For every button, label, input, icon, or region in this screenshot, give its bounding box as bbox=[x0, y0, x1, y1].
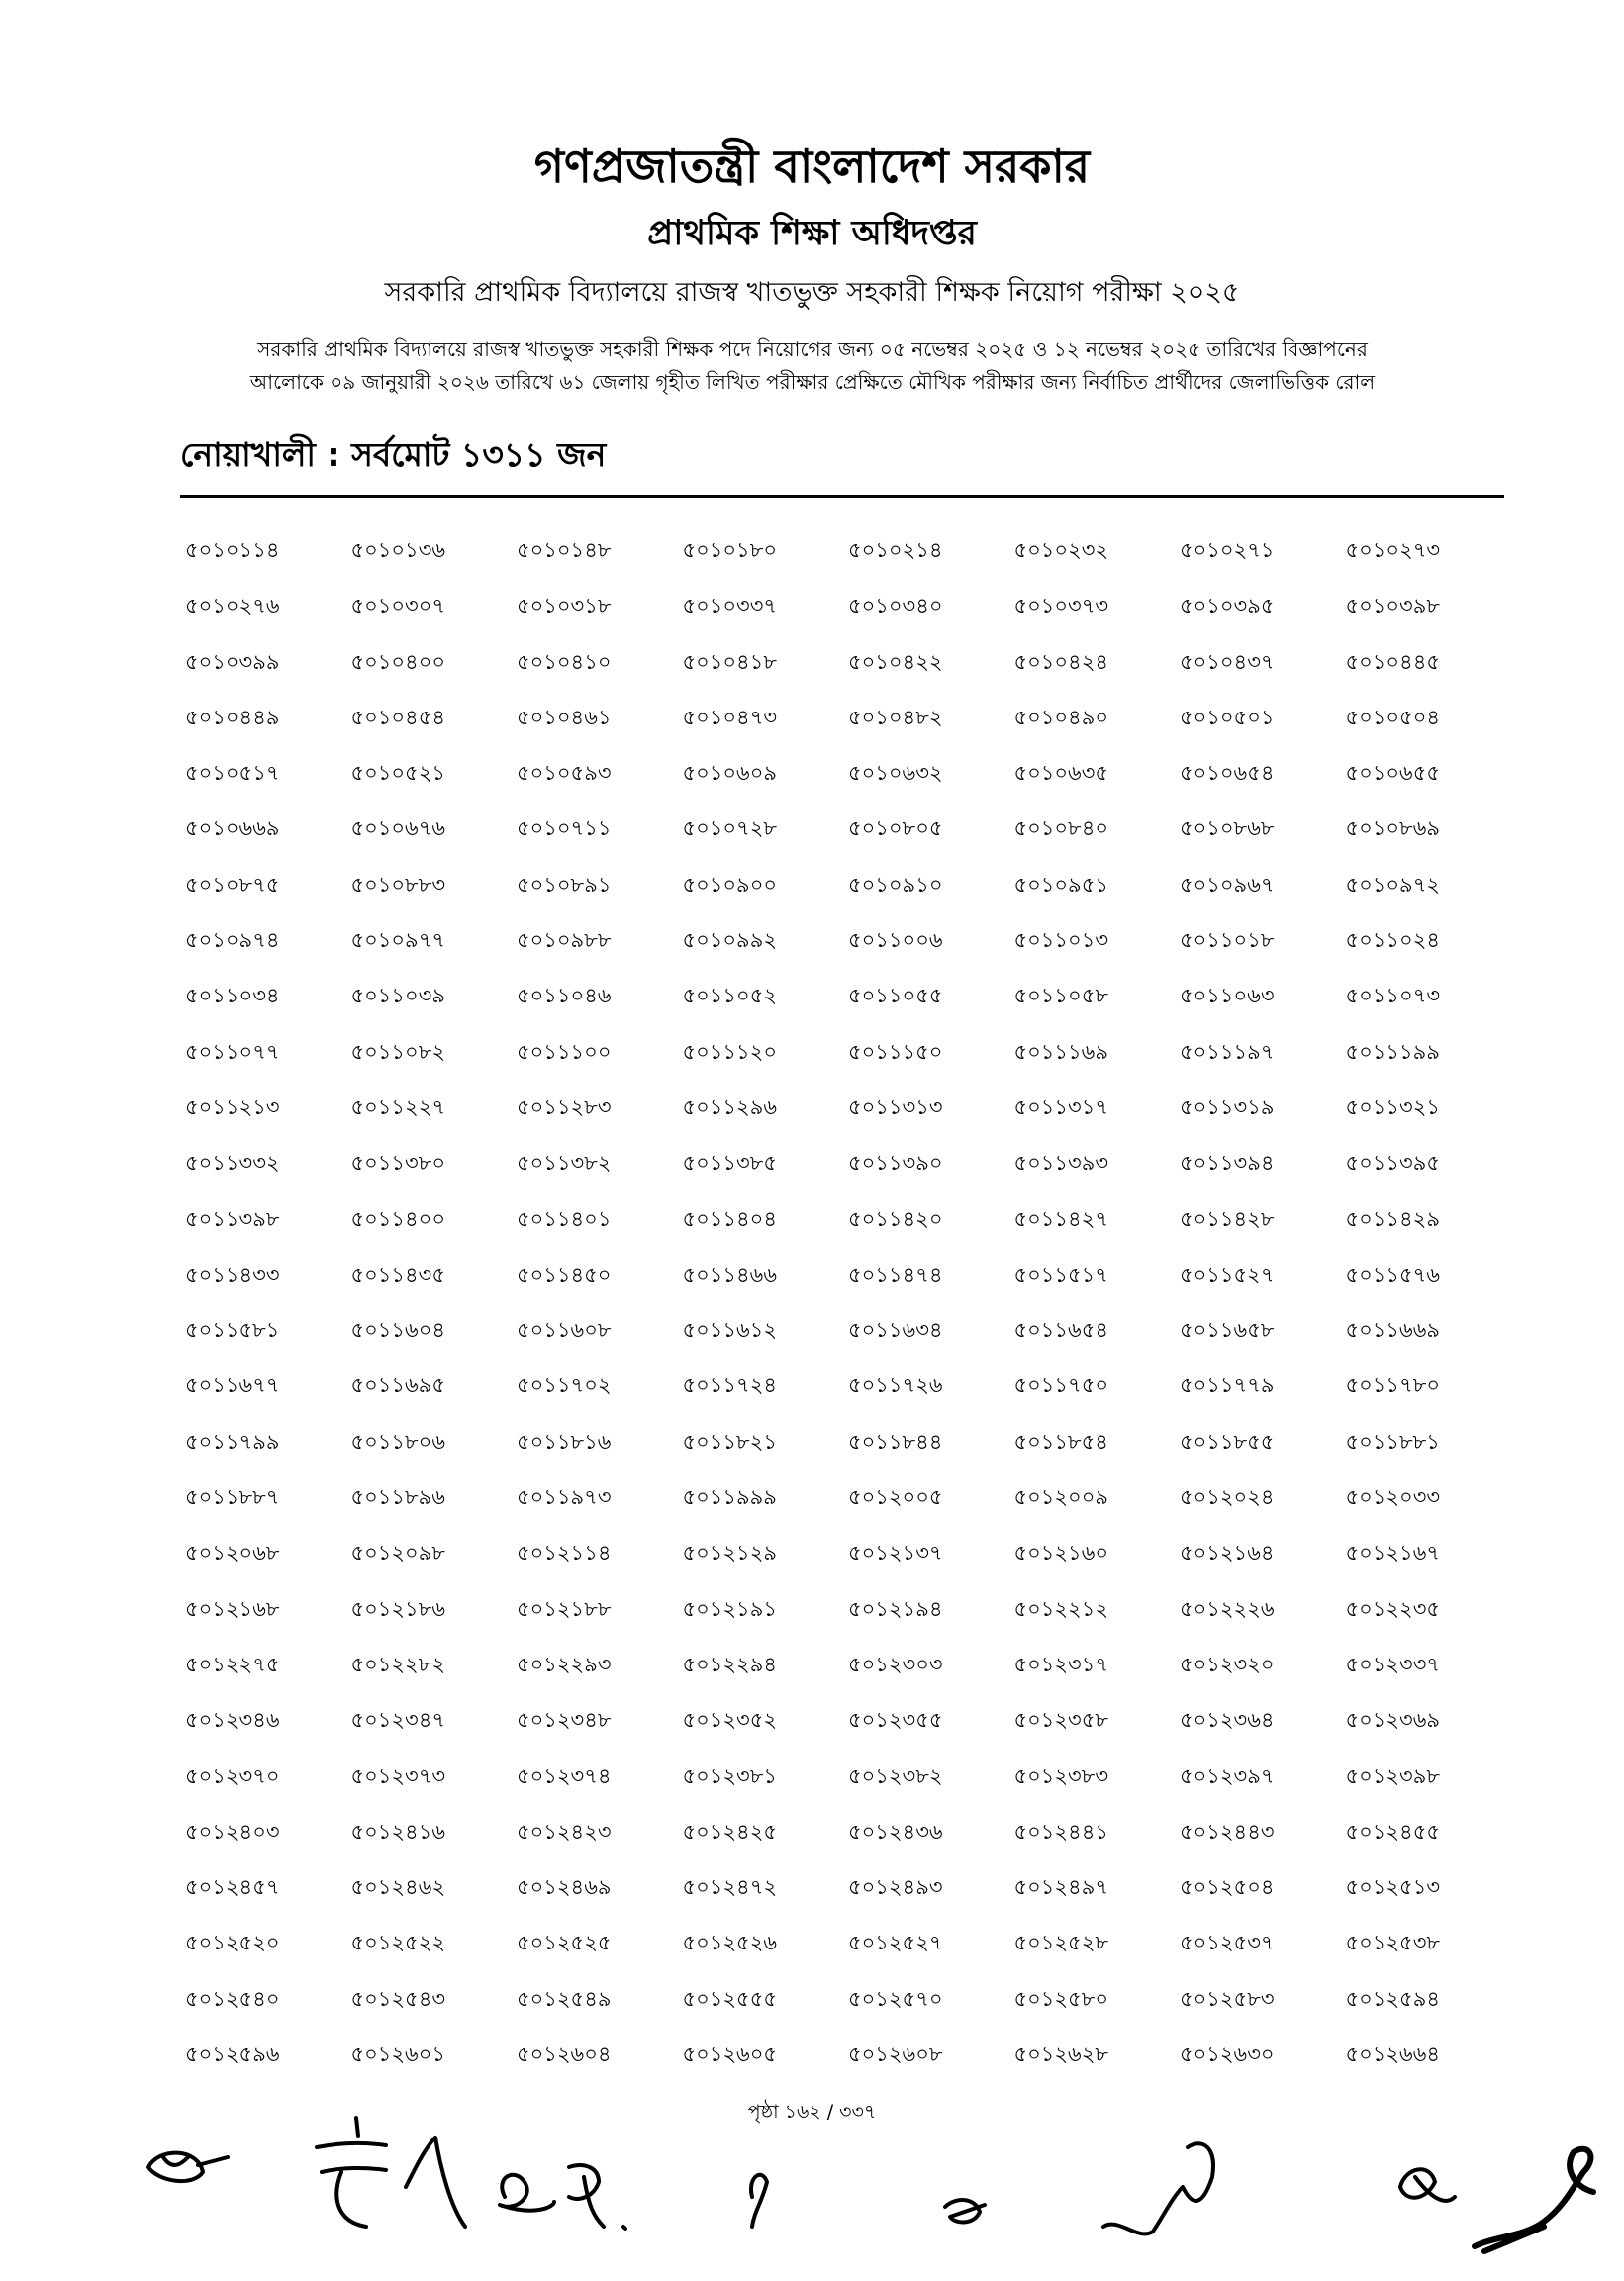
roll-number: ৫০১২৫২০ bbox=[185, 1931, 280, 1955]
roll-number: ৫০১০২৩২ bbox=[1013, 538, 1109, 562]
roll-number: ৫০১২১৯১ bbox=[682, 1596, 777, 1621]
roll-number: ৫০১০৯৭৭ bbox=[350, 928, 445, 953]
roll-number: ৫০১০৮৭৫ bbox=[185, 872, 280, 897]
roll-number: ৫০১১৪২০ bbox=[848, 1206, 943, 1231]
roll-number: ৫০১১০৫৫ bbox=[848, 984, 943, 1008]
roll-number: ৫০১১৪৬৬ bbox=[682, 1262, 777, 1286]
roll-number: ৫০১২১১৪ bbox=[517, 1541, 612, 1566]
roll-number: ৫০১২৪৯৩ bbox=[848, 1875, 943, 1900]
roll-number: ৫০১১৪২৯ bbox=[1345, 1206, 1440, 1231]
roll-number: ৫০১২৫৯৬ bbox=[185, 2043, 280, 2067]
heading-divider bbox=[180, 495, 1504, 498]
roll-number: ৫০১১০৫৮ bbox=[1013, 984, 1108, 1008]
roll-number: ৫০১২৩৫৫ bbox=[848, 1708, 943, 1733]
roll-number: ৫০১১০১৩ bbox=[1013, 928, 1108, 953]
roll-number: ৫০১০৮৬৯ bbox=[1345, 816, 1440, 841]
roll-number: ৫০১০৪১০ bbox=[517, 649, 612, 674]
roll-number: ৫০১১৩১৭ bbox=[1013, 1094, 1108, 1119]
roll-number: ৫০১০৩৭৩ bbox=[1013, 594, 1109, 618]
roll-number: ৫০১১৬৩৪ bbox=[848, 1318, 943, 1343]
roll-number: ৫০১১৮৫৪ bbox=[1013, 1429, 1108, 1454]
roll-number: ৫০১১৬৭৭ bbox=[185, 1374, 280, 1398]
roll-number: ৫০১০১৪৮ bbox=[517, 538, 612, 562]
roll-number: ৫০১২৫৮০ bbox=[1013, 1986, 1108, 2011]
page-number: পৃষ্ঠা ১৬২ / ৩৩৭ bbox=[747, 2101, 877, 2123]
roll-number: ৫০১০৩১৮ bbox=[517, 594, 612, 618]
roll-number: ৫০১২৫৫৫ bbox=[682, 1986, 777, 2011]
roll-number: ৫০১২৪৬২ bbox=[350, 1875, 445, 1900]
roll-number: ৫০১১৫২৭ bbox=[1180, 1262, 1275, 1286]
roll-number: ৫০১২৩৬৯ bbox=[1345, 1708, 1440, 1733]
roll-number: ৫০১১৭৮০ bbox=[1345, 1374, 1440, 1398]
roll-number: ৫০১২৩৭৩ bbox=[350, 1763, 446, 1788]
roll-number: ৫০১২৪২৫ bbox=[682, 1819, 777, 1844]
roll-number: ৫০১১০২৪ bbox=[1345, 928, 1440, 953]
roll-number: ৫০১০৪৯০ bbox=[1013, 705, 1108, 729]
roll-number: ৫০১২২২৬ bbox=[1180, 1596, 1275, 1621]
roll-row bbox=[185, 1645, 1511, 1700]
roll-number: ৫০১০৪৪৫ bbox=[1345, 649, 1440, 674]
roll-number: ৫০১০৬০৯ bbox=[682, 761, 777, 786]
roll-number: ৫০১২৪১৬ bbox=[350, 1819, 445, 1844]
roll-number: ৫০১১৮৮৭ bbox=[185, 1485, 280, 1510]
roll-row bbox=[185, 1310, 1511, 1366]
exam-title: সরকারি প্রাথমিক বিদ্যালয়ে রাজস্ব খাতভুক্ত সহকারী শিক্ষক নিয়োগ পরীক্ষা ২০২৫ bbox=[384, 277, 1240, 308]
roll-number: ৫০১২০৩৩ bbox=[1345, 1485, 1441, 1510]
roll-number: ৫০১২৩৬৪ bbox=[1180, 1708, 1275, 1733]
roll-number: ৫০১০৪৬১ bbox=[517, 705, 612, 729]
roll-number: ৫০১১১৯৭ bbox=[1180, 1039, 1275, 1064]
roll-number: ৫০১২৫৪৩ bbox=[350, 1986, 445, 2011]
roll-row bbox=[185, 976, 1511, 1031]
roll-number: ৫০১১৩১৯ bbox=[1180, 1094, 1275, 1119]
roll-number: ৫০১১৫৮১ bbox=[185, 1318, 280, 1343]
roll-number: ৫০১২১৯৪ bbox=[848, 1596, 943, 1621]
government-title: গণপ্রজাতন্ত্রী বাংলাদেশ সরকার bbox=[533, 140, 1091, 193]
roll-number: ৫০১২৫২৭ bbox=[848, 1931, 943, 1955]
roll-number: ৫০১১৩৯৩ bbox=[1013, 1151, 1108, 1176]
roll-number: ৫০১১৪৩৩ bbox=[185, 1262, 280, 1286]
roll-number: ৫০১০৮০৫ bbox=[848, 816, 943, 841]
roll-number: ৫০১১৩৩২ bbox=[185, 1151, 280, 1176]
roll-row bbox=[185, 1812, 1511, 1867]
roll-row bbox=[185, 530, 1511, 586]
roll-row bbox=[185, 1700, 1511, 1756]
signature-5 bbox=[569, 2165, 625, 2229]
roll-number: ৫০১২৫১৩ bbox=[1345, 1875, 1440, 1900]
roll-list bbox=[185, 530, 1511, 2090]
roll-number: ৫০১২১৬৪ bbox=[1180, 1541, 1275, 1566]
roll-number: ৫০১২২৯৪ bbox=[682, 1652, 777, 1676]
roll-row bbox=[185, 1143, 1511, 1198]
roll-number: ৫০১১৬৫৪ bbox=[1013, 1318, 1108, 1343]
roll-number: ৫০১২৩৮১ bbox=[682, 1763, 777, 1788]
roll-number: ৫০১২৪৩৬ bbox=[848, 1819, 943, 1844]
roll-number: ৫০১১৭৯৯ bbox=[185, 1429, 280, 1454]
roll-number: ৫০১১৬৯৫ bbox=[350, 1374, 445, 1398]
roll-row bbox=[185, 1366, 1511, 1421]
roll-number: ৫০১২০৯৮ bbox=[350, 1541, 445, 1566]
roll-number: ৫০১২৩৯৮ bbox=[1345, 1763, 1440, 1788]
roll-row bbox=[185, 1757, 1511, 1812]
roll-number: ৫০১০৪৭৩ bbox=[682, 705, 777, 729]
roll-number: ৫০১১৪৫০ bbox=[517, 1262, 612, 1286]
roll-row bbox=[185, 2035, 1511, 2090]
roll-number: ৫০১১৯৭৩ bbox=[517, 1485, 612, 1510]
roll-number: ৫০১০৪০০ bbox=[350, 649, 445, 674]
roll-number: ৫০১০৪২২ bbox=[848, 649, 943, 674]
roll-number: ৫০১০৩০৭ bbox=[350, 594, 446, 618]
roll-number: ৫০১১৪০০ bbox=[350, 1206, 445, 1231]
roll-number: ৫০১১৭২৬ bbox=[848, 1374, 943, 1398]
roll-number: ৫০১২৩৪৬ bbox=[185, 1708, 280, 1733]
roll-number: ৫০১১১০০ bbox=[517, 1039, 612, 1064]
district-heading: নোয়াখালী : সর্বমোট ১৩১১ জন bbox=[180, 435, 607, 474]
roll-number: ৫০১২৫২৮ bbox=[1013, 1931, 1108, 1955]
roll-number: ৫০১০৮৮৩ bbox=[350, 872, 445, 897]
roll-number: ৫০১০৯৮৮ bbox=[517, 928, 612, 953]
roll-number: ৫০১০১৮০ bbox=[682, 538, 777, 562]
roll-number: ৫০১১২৮৩ bbox=[517, 1094, 612, 1119]
roll-number: ৫০১০৫৯৩ bbox=[517, 761, 612, 786]
roll-number: ৫০১২৪২৩ bbox=[517, 1819, 612, 1844]
roll-number: ৫০১০৯৫১ bbox=[1013, 872, 1108, 897]
signature-2 bbox=[317, 2118, 386, 2227]
roll-number: ৫০১২৩৭০ bbox=[185, 1763, 280, 1788]
signatures bbox=[0, 2088, 1624, 2276]
signature-4 bbox=[500, 2175, 554, 2211]
signature-7 bbox=[945, 2200, 985, 2222]
roll-number: ৫০১২৫৩৮ bbox=[1345, 1931, 1440, 1955]
roll-number: ৫০১২১৬৮ bbox=[185, 1596, 280, 1621]
roll-number: ৫০১০৭২৮ bbox=[682, 816, 777, 841]
roll-number: ৫০১০৩৩৭ bbox=[682, 594, 778, 618]
roll-number: ৫০১১৪০৪ bbox=[682, 1206, 777, 1231]
roll-number: ৫০১১১৫০ bbox=[848, 1039, 943, 1064]
roll-number: ৫০১১০৫২ bbox=[682, 984, 777, 1008]
roll-number: ৫০১১০১৮ bbox=[1180, 928, 1275, 953]
roll-number: ৫০১২২১২ bbox=[1013, 1596, 1108, 1621]
roll-number: ৫০১০৬৫৫ bbox=[1345, 761, 1440, 786]
roll-number: ৫০১২৩০৩ bbox=[848, 1652, 943, 1676]
roll-number: ৫০১০৪৮২ bbox=[848, 705, 943, 729]
roll-row bbox=[185, 920, 1511, 976]
roll-number: ৫০১১৩৯৮ bbox=[185, 1206, 280, 1231]
roll-row bbox=[185, 1032, 1511, 1088]
roll-number: ৫০১২৫৮৩ bbox=[1180, 1986, 1275, 2011]
roll-number: ৫০১২২৩৫ bbox=[1345, 1596, 1440, 1621]
roll-number: ৫০১১৪২৭ bbox=[1013, 1206, 1108, 1231]
roll-row bbox=[185, 1979, 1511, 2035]
roll-number: ৫০১২৫৯৪ bbox=[1345, 1986, 1440, 2011]
roll-number: ৫০১১৬০৪ bbox=[350, 1318, 445, 1343]
roll-number: ৫০১২৬৬৪ bbox=[1345, 2043, 1440, 2067]
roll-number: ৫০১১৯৯৯ bbox=[682, 1485, 777, 1510]
roll-number: ৫০১২৫২২ bbox=[350, 1931, 445, 1955]
notice-line-1: সরকারি প্রাথমিক বিদ্যালয়ে রাজস্ব খাতভুক্ত সহকারী শিক্ষক পদে নিয়োগের জন্য ০৫ নভেম্বর ২০২৫ ও ১২ নভেম্বর ২০২৫ তারিখের বিজ্ঞাপনের bbox=[257, 337, 1368, 361]
roll-number: ৫০১২২৯৩ bbox=[517, 1652, 612, 1676]
roll-number: ৫০১০৯৬৭ bbox=[1180, 872, 1275, 897]
roll-number: ৫০১১৩৮২ bbox=[517, 1151, 612, 1176]
roll-number: ৫০১০৮৪০ bbox=[1013, 816, 1108, 841]
roll-row bbox=[185, 808, 1511, 864]
roll-number: ৫০১২৩৮২ bbox=[848, 1763, 943, 1788]
roll-row bbox=[185, 1422, 1511, 1477]
roll-number: ৫০১০২৭৬ bbox=[185, 594, 280, 618]
roll-number: ৫০১১০০৬ bbox=[848, 928, 943, 953]
roll-number: ৫০১০৯৯২ bbox=[682, 928, 777, 953]
roll-number: ৫০১১৩৮০ bbox=[350, 1151, 445, 1176]
roll-number: ৫০১০৩৯৮ bbox=[1345, 594, 1440, 618]
roll-number: ৫০১১৩৯০ bbox=[848, 1151, 943, 1176]
roll-number: ৫০১২৫৩৭ bbox=[1180, 1931, 1275, 1955]
roll-number: ৫০১২৫০৪ bbox=[1180, 1875, 1275, 1900]
roll-number: ৫০১০৫০৪ bbox=[1345, 705, 1440, 729]
roll-number: ৫০১১৬০৮ bbox=[517, 1318, 612, 1343]
roll-number: ৫০১০৬৫৪ bbox=[1180, 761, 1275, 786]
roll-number: ৫০১০৪৩৭ bbox=[1180, 649, 1275, 674]
roll-number: ৫০১১৭৫০ bbox=[1013, 1374, 1108, 1398]
roll-number: ৫০১১২৯৬ bbox=[682, 1094, 777, 1119]
roll-number: ৫০১০৯০০ bbox=[682, 872, 777, 897]
roll-number: ৫০১২৬০৪ bbox=[517, 2043, 612, 2067]
signature-6 bbox=[751, 2175, 767, 2227]
roll-number: ৫০১২১৮৮ bbox=[517, 1596, 612, 1621]
roll-number: ৫০১০৬৬৯ bbox=[185, 816, 280, 841]
roll-number: ৫০১২৫২৬ bbox=[682, 1931, 777, 1955]
roll-number: ৫০১২৫২৫ bbox=[517, 1931, 612, 1955]
roll-number: ৫০১২৩৭৪ bbox=[517, 1763, 612, 1788]
roll-number: ৫০১২২৮২ bbox=[350, 1652, 445, 1676]
roll-number: ৫০১০৪৪৯ bbox=[185, 705, 280, 729]
roll-number: ৫০১২৪০৩ bbox=[185, 1819, 280, 1844]
roll-number: ৫০১১২১৩ bbox=[185, 1094, 280, 1119]
roll-number: ৫০১২১৬০ bbox=[1013, 1541, 1108, 1566]
roll-number: ৫০১২৩৫৮ bbox=[1013, 1708, 1108, 1733]
roll-number: ৫০১০৫০১ bbox=[1180, 705, 1275, 729]
roll-number: ৫০১০৬৩২ bbox=[848, 761, 943, 786]
roll-number: ৫০১২৩৫২ bbox=[682, 1708, 777, 1733]
signature-9 bbox=[1400, 2169, 1455, 2201]
roll-number: ৫০১২৫৭০ bbox=[848, 1986, 943, 2011]
roll-number: ৫০১১০৬৩ bbox=[1180, 984, 1275, 1008]
roll-number: ৫০১২০২৪ bbox=[1180, 1485, 1275, 1510]
roll-number: ৫০১১২২৭ bbox=[350, 1094, 445, 1119]
roll-row bbox=[185, 1199, 1511, 1255]
roll-number: ৫০১১১৬৯ bbox=[1013, 1039, 1108, 1064]
roll-number: ৫০১০৯১০ bbox=[848, 872, 943, 897]
roll-number: ৫০১০৬৭৬ bbox=[350, 816, 446, 841]
roll-row bbox=[185, 1867, 1511, 1923]
roll-number: ৫০১১৮৫৫ bbox=[1180, 1429, 1275, 1454]
roll-number: ৫০১১০৩৯ bbox=[350, 984, 445, 1008]
roll-number: ৫০১১৮৯৬ bbox=[350, 1485, 445, 1510]
roll-number: ৫০১১৪২৮ bbox=[1180, 1206, 1275, 1231]
roll-number: ৫০১০৮৬৮ bbox=[1180, 816, 1275, 841]
roll-number: ৫০১০৫১৭ bbox=[185, 761, 280, 786]
roll-number: ৫০১০৭১১ bbox=[517, 816, 612, 841]
roll-number: ৫০১২০০৫ bbox=[848, 1485, 943, 1510]
roll-number: ৫০১১১৯৯ bbox=[1345, 1039, 1440, 1064]
roll-number: ৫০১১০৭৩ bbox=[1345, 984, 1440, 1008]
roll-number: ৫০১২৬০৮ bbox=[848, 2043, 943, 2067]
roll-row bbox=[185, 698, 1511, 753]
roll-number: ৫০১০৯৭৪ bbox=[185, 928, 280, 953]
roll-number: ৫০১১৩২১ bbox=[1345, 1094, 1440, 1119]
roll-row bbox=[185, 1088, 1511, 1143]
roll-number: ৫০১১৪০১ bbox=[517, 1206, 612, 1231]
roll-number: ৫০১১১২০ bbox=[682, 1039, 777, 1064]
roll-number: ৫০১২৩৪৭ bbox=[350, 1708, 445, 1733]
notice-line-2: আলোকে ০৯ জানুয়ারী ২০২৬ তারিখে ৬১ জেলায় গৃহীত লিখিত পরীক্ষার প্রেক্ষিতে মৌখিক পরীক্ষার জন্য নির্বাচিত প্রার্থীদের জেলাভিত্তিক রোল bbox=[249, 370, 1376, 394]
roll-number: ৫০১১৮০৬ bbox=[350, 1429, 445, 1454]
roll-row bbox=[185, 1533, 1511, 1588]
department-title: প্রাথমিক শিক্ষা অধিদপ্তর bbox=[647, 214, 977, 253]
roll-number: ৫০১২৪৪১ bbox=[1013, 1819, 1108, 1844]
roll-number: ৫০১১৭২৪ bbox=[682, 1374, 777, 1398]
roll-row bbox=[185, 1477, 1511, 1533]
roll-number: ৫০১১০৭৭ bbox=[185, 1039, 280, 1064]
roll-number: ৫০১২৩৮৩ bbox=[1013, 1763, 1108, 1788]
roll-number: ৫০১২১৮৬ bbox=[350, 1596, 445, 1621]
roll-number: ৫০১১৮১৬ bbox=[517, 1429, 612, 1454]
roll-number: ৫০১২১৬৭ bbox=[1345, 1541, 1440, 1566]
roll-number: ৫০১০৩৪০ bbox=[848, 594, 943, 618]
signature-1 bbox=[148, 2153, 228, 2181]
roll-number: ৫০১০৪২৪ bbox=[1013, 649, 1108, 674]
roll-number: ৫০১০২৭১ bbox=[1180, 538, 1275, 562]
roll-number: ৫০১০৪১৮ bbox=[682, 649, 777, 674]
roll-number: ৫০১২৩৯৭ bbox=[1180, 1763, 1275, 1788]
roll-number: ৫০১২২৭৫ bbox=[185, 1652, 280, 1676]
roll-row bbox=[185, 1923, 1511, 1978]
roll-number: ৫০১০২১৪ bbox=[848, 538, 943, 562]
roll-number: ৫০১২৩১৭ bbox=[1013, 1652, 1108, 1676]
roll-number: ৫০১২৪৫৫ bbox=[1345, 1819, 1440, 1844]
roll-number: ৫০১০৬৩৫ bbox=[1013, 761, 1108, 786]
notice-text bbox=[188, 333, 1437, 399]
roll-number: ৫০১০৯৭২ bbox=[1345, 872, 1440, 897]
roll-number: ৫০১১৩৯৫ bbox=[1345, 1151, 1440, 1176]
roll-number: ৫০১২৬২৮ bbox=[1013, 2043, 1108, 2067]
roll-number: ৫০১১৮৮১ bbox=[1345, 1429, 1440, 1454]
roll-number: ৫০১১৭০২ bbox=[517, 1374, 612, 1398]
roll-number: ৫০১১৩৮৫ bbox=[682, 1151, 777, 1176]
roll-number: ৫০১১৫৭৬ bbox=[1345, 1262, 1440, 1286]
roll-row bbox=[185, 642, 1511, 698]
roll-row bbox=[185, 753, 1511, 808]
roll-number: ৫০১১০৪৬ bbox=[517, 984, 612, 1008]
roll-number: ৫০১১৩৯৪ bbox=[1180, 1151, 1275, 1176]
roll-number: ৫০১২৩২০ bbox=[1180, 1652, 1275, 1676]
roll-number: ৫০১০৩৯৫ bbox=[1180, 594, 1275, 618]
roll-number: ৫০১২৪৯৭ bbox=[1013, 1875, 1108, 1900]
roll-number: ৫০১২৪৭২ bbox=[682, 1875, 777, 1900]
roll-number: ৫০১২৬০৫ bbox=[682, 2043, 777, 2067]
roll-number: ৫০১১৬৬৯ bbox=[1345, 1318, 1440, 1343]
roll-number: ৫০১২৬০১ bbox=[350, 2043, 445, 2067]
roll-row bbox=[185, 865, 1511, 920]
signature-3 bbox=[406, 2138, 465, 2227]
roll-number: ৫০১২১৩৭ bbox=[848, 1541, 943, 1566]
roll-number: ৫০১১৪৩৫ bbox=[350, 1262, 445, 1286]
roll-number: ৫০১০৮৯১ bbox=[517, 872, 612, 897]
roll-number: ৫০১১৮৪৪ bbox=[848, 1429, 943, 1454]
roll-number: ৫০১০১১৪ bbox=[185, 538, 280, 562]
roll-number: ৫০১০৩৯৯ bbox=[185, 649, 280, 674]
roll-number: ৫০১১৪৭৪ bbox=[848, 1262, 943, 1286]
roll-number: ৫০১২১২৯ bbox=[682, 1541, 777, 1566]
roll-number: ৫০১২৪৪৩ bbox=[1180, 1819, 1275, 1844]
roll-number: ৫০১১০৮২ bbox=[350, 1039, 445, 1064]
roll-number: ৫০১২০৬৮ bbox=[185, 1541, 280, 1566]
roll-number: ৫০১২৫৪০ bbox=[185, 1986, 280, 2011]
roll-number: ৫০১১৮২১ bbox=[682, 1429, 777, 1454]
roll-number: ৫০১১৭৭৯ bbox=[1180, 1374, 1275, 1398]
roll-number: ৫০১২৬৩০ bbox=[1180, 2043, 1275, 2067]
roll-number: ৫০১০৫২১ bbox=[350, 761, 445, 786]
roll-number: ৫০১২৩৪৮ bbox=[517, 1708, 612, 1733]
roll-number: ৫০১১৬৫৮ bbox=[1180, 1318, 1275, 1343]
roll-number: ৫০১২০০৯ bbox=[1013, 1485, 1108, 1510]
signature-10 bbox=[1475, 2149, 1593, 2251]
roll-number: ৫০১১৩১৩ bbox=[848, 1094, 943, 1119]
roll-number: ৫০১২৫৪৯ bbox=[517, 1986, 612, 2011]
roll-number: ৫০১০৪৫৪ bbox=[350, 705, 445, 729]
roll-number: ৫০১২৪৫৭ bbox=[185, 1875, 280, 1900]
roll-number: ৫০১১৫১৭ bbox=[1013, 1262, 1108, 1286]
roll-row bbox=[185, 1255, 1511, 1310]
roll-number: ৫০১২৪৬৯ bbox=[517, 1875, 612, 1900]
signature-8 bbox=[1103, 2143, 1213, 2233]
roll-number: ৫০১১০৩৪ bbox=[185, 984, 280, 1008]
roll-row bbox=[185, 1589, 1511, 1645]
roll-row bbox=[185, 586, 1511, 641]
roll-number: ৫০১০১৩৬ bbox=[350, 538, 445, 562]
roll-number: ৫০১০২৭৩ bbox=[1345, 538, 1441, 562]
roll-number: ৫০১২৩৩৭ bbox=[1345, 1652, 1441, 1676]
roll-number: ৫০১১৬১২ bbox=[682, 1318, 777, 1343]
